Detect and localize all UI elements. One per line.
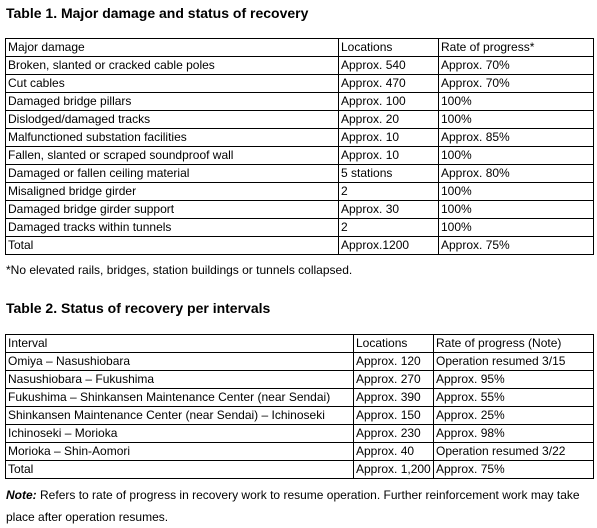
header-row [6, 335, 594, 353]
table-row [6, 389, 594, 407]
cell-damage: Misaligned bridge girder [6, 183, 339, 201]
cell-progress: 100% [439, 201, 594, 219]
cell-interval: Omiya – Nasushiobara [6, 353, 354, 371]
cell-interval: Fukushima – Shinkansen Maintenance Center (near Sendai) [6, 389, 354, 407]
table-row [6, 353, 594, 371]
cell-locations: Approx. 40 [354, 443, 434, 461]
cell-progress: Approx. 75% [439, 237, 594, 255]
cell-progress: 100% [439, 219, 594, 237]
table-row [6, 371, 594, 389]
cell-progress: Approx. 75% [434, 461, 594, 479]
cell-damage: Total [6, 237, 339, 255]
cell-progress: 100% [439, 111, 594, 129]
cell-progress: Approx. 85% [439, 129, 594, 147]
cell-progress: 100% [439, 93, 594, 111]
table-row [6, 201, 594, 219]
cell-locations: Approx. 120 [354, 353, 434, 371]
cell-locations: 2 [339, 183, 439, 201]
header-progress: Rate of progress (Note) [434, 335, 594, 353]
cell-damage: Cut cables [6, 75, 339, 93]
table-row [6, 461, 594, 479]
cell-locations: Approx. 10 [339, 129, 439, 147]
table1-title: Table 1. Major damage and status of recovery [6, 5, 309, 21]
table-row [6, 219, 594, 237]
cell-locations: Approx. 390 [354, 389, 434, 407]
cell-locations: Approx.1200 [339, 237, 439, 255]
note-label: Note: [6, 488, 37, 502]
cell-progress: Approx. 55% [434, 389, 594, 407]
cell-damage: Broken, slanted or cracked cable poles [6, 57, 339, 75]
cell-locations: 2 [339, 219, 439, 237]
cell-locations: Approx. 270 [354, 371, 434, 389]
cell-damage: Damaged or fallen ceiling material [6, 165, 339, 183]
table-row [6, 237, 594, 255]
header-progress: Rate of progress* [439, 39, 594, 57]
cell-progress: Operation resumed 3/15 [434, 353, 594, 371]
cell-locations: Approx. 470 [339, 75, 439, 93]
table-row [6, 183, 594, 201]
interval-table-body [6, 335, 594, 479]
cell-progress: Approx. 25% [434, 407, 594, 425]
cell-locations: Approx. 100 [339, 93, 439, 111]
cell-progress: Approx. 95% [434, 371, 594, 389]
cell-locations: Approx. 20 [339, 111, 439, 129]
table-row [6, 165, 594, 183]
table-row [6, 129, 594, 147]
cell-damage: Malfunctioned substation facilities [6, 129, 339, 147]
damage-table [5, 38, 594, 255]
cell-progress: Operation resumed 3/22 [434, 443, 594, 461]
cell-progress: Approx. 70% [439, 57, 594, 75]
header-locations: Locations [354, 335, 434, 353]
header-row [6, 39, 594, 57]
cell-locations: Approx. 30 [339, 201, 439, 219]
table-row [6, 75, 594, 93]
table-row [6, 111, 594, 129]
cell-damage: Damaged tracks within tunnels [6, 219, 339, 237]
table-row [6, 443, 594, 461]
cell-locations: Approx. 150 [354, 407, 434, 425]
cell-progress: Approx. 70% [439, 75, 594, 93]
cell-locations: Approx. 230 [354, 425, 434, 443]
cell-progress: Approx. 98% [434, 425, 594, 443]
table2-note [6, 484, 594, 528]
cell-damage: Fallen, slanted or scraped soundproof wall [6, 147, 339, 165]
cell-interval: Shinkansen Maintenance Center (near Sendai) – Ichinoseki [6, 407, 354, 425]
table-row [6, 57, 594, 75]
damage-table-body [6, 39, 594, 255]
interval-table [5, 334, 594, 479]
header-interval: Interval [6, 335, 354, 353]
header-damage: Major damage [6, 39, 339, 57]
table-row [6, 147, 594, 165]
cell-locations: Approx. 1,200 [354, 461, 434, 479]
header-locations: Locations [339, 39, 439, 57]
table1-footnote: *No elevated rails, bridges, station buildings or tunnels collapsed. [6, 263, 353, 277]
cell-locations: 5 stations [339, 165, 439, 183]
cell-damage: Dislodged/damaged tracks [6, 111, 339, 129]
cell-locations: Approx. 10 [339, 147, 439, 165]
cell-locations: Approx. 540 [339, 57, 439, 75]
cell-interval: Morioka – Shin-Aomori [6, 443, 354, 461]
table-row [6, 425, 594, 443]
table-row [6, 407, 594, 425]
cell-damage: Damaged bridge pillars [6, 93, 339, 111]
cell-progress: Approx. 80% [439, 165, 594, 183]
cell-interval: Ichinoseki – Morioka [6, 425, 354, 443]
cell-damage: Damaged bridge girder support [6, 201, 339, 219]
table2-title: Table 2. Status of recovery per intervals [6, 300, 271, 316]
cell-interval: Nasushiobara – Fukushima [6, 371, 354, 389]
cell-interval: Total [6, 461, 354, 479]
note-text: Refers to rate of progress in recovery work to resume operation. Further reinforcement work may take place after operation resumes. [6, 488, 580, 524]
cell-progress: 100% [439, 183, 594, 201]
table-row [6, 93, 594, 111]
cell-progress: 100% [439, 147, 594, 165]
